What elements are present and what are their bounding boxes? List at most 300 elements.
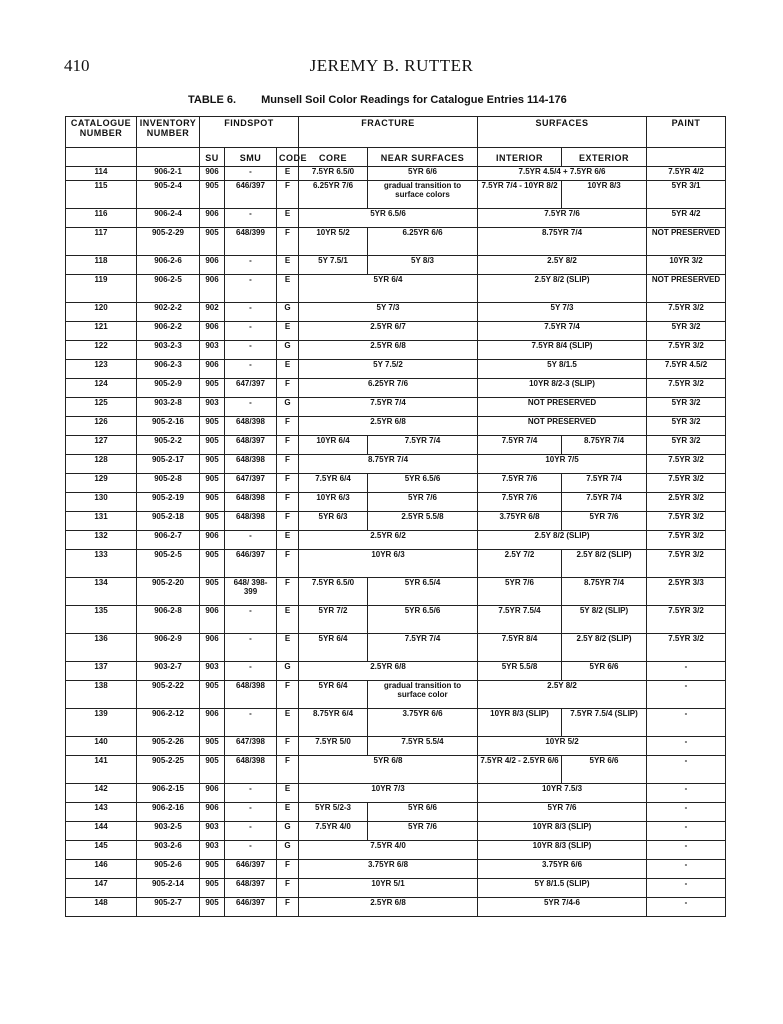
catalogue-number-cell: 130 xyxy=(66,493,137,512)
table-title: Munsell Soil Color Readings for Catalogue Entries 114-176 xyxy=(261,94,567,106)
table-row xyxy=(66,341,726,360)
table-row xyxy=(66,531,726,550)
code-cell: E xyxy=(277,531,299,550)
code-cell: F xyxy=(277,181,299,209)
core-cell: 7.5YR 4/0 xyxy=(299,822,368,841)
code-cell: F xyxy=(277,898,299,917)
su-cell: 905 xyxy=(200,737,225,756)
interior-cell: 7.5YR 7/6 xyxy=(478,474,562,493)
paint-cell: 7.5YR 3/2 xyxy=(647,341,726,360)
smu-cell: - xyxy=(225,662,277,681)
paint-cell: - xyxy=(647,737,726,756)
inventory-number-cell: 905-2-29 xyxy=(137,228,200,256)
su-cell: 906 xyxy=(200,275,225,303)
inventory-number-cell: 903-2-8 xyxy=(137,398,200,417)
code-cell: F xyxy=(277,681,299,709)
catalogue-number-cell: 142 xyxy=(66,784,137,803)
surfaces-cell: 5Y 7/3 xyxy=(478,303,647,322)
inventory-number-cell: 905-2-17 xyxy=(137,455,200,474)
catalogue-number-cell: 137 xyxy=(66,662,137,681)
inventory-number-cell: 903-2-3 xyxy=(137,341,200,360)
core-cell: 7.5YR 6.5/0 xyxy=(299,167,368,181)
near-surfaces-cell: 5YR 7/6 xyxy=(368,822,478,841)
header-core: CORE xyxy=(299,148,368,167)
smu-cell: 648/398 xyxy=(225,493,277,512)
near-surfaces-cell: gradual transition to surface color xyxy=(368,681,478,709)
table-row xyxy=(66,181,726,209)
smu-cell: 648/398 xyxy=(225,756,277,784)
code-cell: G xyxy=(277,398,299,417)
table-row xyxy=(66,493,726,512)
table-row xyxy=(66,256,726,275)
surfaces-cell: 7.5YR 4.5/4 + 7.5YR 6/6 xyxy=(478,167,647,181)
code-cell: G xyxy=(277,303,299,322)
smu-cell: 647/397 xyxy=(225,379,277,398)
su-cell: 905 xyxy=(200,550,225,578)
fracture-cell: 3.75YR 6/8 xyxy=(299,860,478,879)
paint-cell: 7.5YR 3/2 xyxy=(647,606,726,634)
su-cell: 905 xyxy=(200,455,225,474)
core-cell: 10YR 6/4 xyxy=(299,436,368,455)
catalogue-number-cell: 123 xyxy=(66,360,137,379)
catalogue-number-cell: 140 xyxy=(66,737,137,756)
table-row xyxy=(66,606,726,634)
near-surfaces-cell: 7.5YR 7/4 xyxy=(368,634,478,662)
su-cell: 905 xyxy=(200,756,225,784)
header-surfaces: SURFACES xyxy=(478,117,647,148)
inventory-number-cell: 905-2-20 xyxy=(137,578,200,606)
fracture-cell: 2.5YR 6/7 xyxy=(299,322,478,341)
near-surfaces-cell: 6.25YR 6/6 xyxy=(368,228,478,256)
su-cell: 905 xyxy=(200,181,225,209)
fracture-cell: 10YR 7/3 xyxy=(299,784,478,803)
table-row xyxy=(66,756,726,784)
paint-cell: - xyxy=(647,709,726,737)
surfaces-cell: 10YR 8/3 (SLIP) xyxy=(478,822,647,841)
su-cell: 906 xyxy=(200,784,225,803)
table-row xyxy=(66,512,726,531)
paint-cell: NOT PRESERVED xyxy=(647,228,726,256)
catalogue-number-cell: 127 xyxy=(66,436,137,455)
code-cell: F xyxy=(277,737,299,756)
interior-cell: 7.5YR 8/4 xyxy=(478,634,562,662)
smu-cell: - xyxy=(225,531,277,550)
smu-cell: 648/399 xyxy=(225,228,277,256)
su-cell: 905 xyxy=(200,898,225,917)
paint-cell: 5YR 3/2 xyxy=(647,322,726,341)
smu-cell: - xyxy=(225,398,277,417)
inventory-number-cell: 903-2-5 xyxy=(137,822,200,841)
exterior-cell: 5YR 7/6 xyxy=(562,512,647,531)
surfaces-cell: 2.5Y 8/2 xyxy=(478,681,647,709)
smu-cell: 648/398 xyxy=(225,417,277,436)
catalogue-number-cell: 124 xyxy=(66,379,137,398)
table-row xyxy=(66,822,726,841)
smu-cell: - xyxy=(225,360,277,379)
su-cell: 903 xyxy=(200,662,225,681)
code-cell: F xyxy=(277,756,299,784)
surfaces-cell: 10YR 7.5/3 xyxy=(478,784,647,803)
catalogue-number-cell: 131 xyxy=(66,512,137,531)
inventory-number-cell: 906-2-8 xyxy=(137,606,200,634)
su-cell: 906 xyxy=(200,634,225,662)
code-cell: E xyxy=(277,709,299,737)
table-label: TABLE 6. xyxy=(188,94,237,106)
inventory-number-cell: 905-2-25 xyxy=(137,756,200,784)
smu-cell: 646/397 xyxy=(225,898,277,917)
catalogue-number-cell: 116 xyxy=(66,209,137,228)
paint-cell: NOT PRESERVED xyxy=(647,275,726,303)
code-cell: F xyxy=(277,493,299,512)
su-cell: 905 xyxy=(200,879,225,898)
catalogue-number-cell: 125 xyxy=(66,398,137,417)
fracture-cell: 8.75YR 7/4 xyxy=(299,455,478,474)
inventory-number-cell: 905-2-22 xyxy=(137,681,200,709)
header-blank xyxy=(647,148,726,167)
exterior-cell: 7.5YR 7/4 xyxy=(562,493,647,512)
header-smu: SMU xyxy=(225,148,277,167)
inventory-number-cell: 906-2-7 xyxy=(137,531,200,550)
inventory-number-cell: 903-2-7 xyxy=(137,662,200,681)
fracture-cell: 5YR 6.5/6 xyxy=(299,209,478,228)
interior-cell: 7.5YR 7.5/4 xyxy=(478,606,562,634)
header-inventory-number: INVENTORY NUMBER xyxy=(137,117,200,148)
paint-cell: 7.5YR 3/2 xyxy=(647,634,726,662)
exterior-cell: 8.75YR 7/4 xyxy=(562,436,647,455)
header-su: SU xyxy=(200,148,225,167)
paint-cell: 2.5YR 3/2 xyxy=(647,493,726,512)
smu-cell: - xyxy=(225,322,277,341)
catalogue-number-cell: 147 xyxy=(66,879,137,898)
catalogue-number-cell: 135 xyxy=(66,606,137,634)
paint-cell: - xyxy=(647,898,726,917)
smu-cell: 646/397 xyxy=(225,860,277,879)
table-caption xyxy=(188,94,567,106)
table-row xyxy=(66,634,726,662)
table-row xyxy=(66,379,726,398)
table-row xyxy=(66,841,726,860)
code-cell: E xyxy=(277,209,299,228)
code-cell: E xyxy=(277,634,299,662)
smu-cell: - xyxy=(225,341,277,360)
inventory-number-cell: 905-2-19 xyxy=(137,493,200,512)
interior-cell: 7.5YR 7/4 xyxy=(478,436,562,455)
code-cell: E xyxy=(277,360,299,379)
exterior-cell: 5YR 6/6 xyxy=(562,756,647,784)
su-cell: 906 xyxy=(200,322,225,341)
catalogue-number-cell: 144 xyxy=(66,822,137,841)
code-cell: E xyxy=(277,803,299,822)
paint-cell: 7.5YR 4/2 xyxy=(647,167,726,181)
code-cell: F xyxy=(277,228,299,256)
su-cell: 906 xyxy=(200,167,225,181)
interior-cell: 7.5YR 7/6 xyxy=(478,493,562,512)
core-cell: 7.5YR 5/0 xyxy=(299,737,368,756)
inventory-number-cell: 906-2-5 xyxy=(137,275,200,303)
paint-cell: - xyxy=(647,784,726,803)
smu-cell: 646/397 xyxy=(225,550,277,578)
code-cell: G xyxy=(277,841,299,860)
code-cell: G xyxy=(277,822,299,841)
fracture-cell: 2.5YR 6/8 xyxy=(299,417,478,436)
paint-cell: 5YR 4/2 xyxy=(647,209,726,228)
surfaces-cell: 2.5Y 8/2 xyxy=(478,256,647,275)
smu-cell: - xyxy=(225,784,277,803)
exterior-cell: 10YR 8/3 xyxy=(562,181,647,209)
code-cell: F xyxy=(277,860,299,879)
paint-cell: 7.5YR 3/2 xyxy=(647,303,726,322)
catalogue-number-cell: 141 xyxy=(66,756,137,784)
su-cell: 905 xyxy=(200,228,225,256)
table-row xyxy=(66,228,726,256)
paint-cell: 7.5YR 3/2 xyxy=(647,512,726,531)
inventory-number-cell: 905-2-16 xyxy=(137,417,200,436)
code-cell: E xyxy=(277,606,299,634)
smu-cell: 647/397 xyxy=(225,474,277,493)
core-cell: 5YR 6/3 xyxy=(299,512,368,531)
fracture-cell: 10YR 5/1 xyxy=(299,879,478,898)
paint-cell: - xyxy=(647,662,726,681)
paint-cell: 5YR 3/1 xyxy=(647,181,726,209)
fracture-cell: 5YR 6/8 xyxy=(299,756,478,784)
smu-cell: - xyxy=(225,167,277,181)
paint-cell: - xyxy=(647,879,726,898)
code-cell: E xyxy=(277,784,299,803)
core-cell: 10YR 6/3 xyxy=(299,493,368,512)
exterior-cell: 5YR 6/6 xyxy=(562,662,647,681)
code-cell: F xyxy=(277,436,299,455)
fracture-cell: 2.5YR 6/8 xyxy=(299,341,478,360)
fracture-cell: 2.5YR 6/8 xyxy=(299,898,478,917)
exterior-cell: 2.5Y 8/2 (SLIP) xyxy=(562,634,647,662)
inventory-number-cell: 905-2-4 xyxy=(137,181,200,209)
table-row xyxy=(66,550,726,578)
header-paint: PAINT xyxy=(647,117,726,148)
table-row xyxy=(66,455,726,474)
core-cell: 10YR 5/2 xyxy=(299,228,368,256)
smu-cell: 648/ 398-399 xyxy=(225,578,277,606)
smu-cell: 647/398 xyxy=(225,737,277,756)
table-row xyxy=(66,167,726,181)
catalogue-number-cell: 138 xyxy=(66,681,137,709)
catalogue-number-cell: 146 xyxy=(66,860,137,879)
paint-cell: - xyxy=(647,841,726,860)
surfaces-cell: 5Y 8/1.5 xyxy=(478,360,647,379)
page-header xyxy=(0,56,783,78)
inventory-number-cell: 905-2-9 xyxy=(137,379,200,398)
paint-cell: 7.5YR 4.5/2 xyxy=(647,360,726,379)
fracture-cell: 7.5YR 7/4 xyxy=(299,398,478,417)
interior-cell: 10YR 8/3 (SLIP) xyxy=(478,709,562,737)
su-cell: 906 xyxy=(200,531,225,550)
interior-cell: 3.75YR 6/8 xyxy=(478,512,562,531)
su-cell: 905 xyxy=(200,681,225,709)
code-cell: F xyxy=(277,512,299,531)
su-cell: 906 xyxy=(200,606,225,634)
munsell-table xyxy=(65,116,726,917)
fracture-cell: 2.5YR 6/8 xyxy=(299,662,478,681)
inventory-number-cell: 905-2-7 xyxy=(137,898,200,917)
inventory-number-cell: 906-2-9 xyxy=(137,634,200,662)
core-cell: 5YR 6/4 xyxy=(299,634,368,662)
table-row xyxy=(66,474,726,493)
header-fracture: FRACTURE xyxy=(299,117,478,148)
smu-cell: - xyxy=(225,709,277,737)
catalogue-number-cell: 122 xyxy=(66,341,137,360)
interior-cell: 5YR 7/6 xyxy=(478,578,562,606)
surfaces-cell: 2.5Y 8/2 (SLIP) xyxy=(478,275,647,303)
catalogue-number-cell: 129 xyxy=(66,474,137,493)
su-cell: 905 xyxy=(200,474,225,493)
table-row xyxy=(66,578,726,606)
exterior-cell: 5Y 8/2 (SLIP) xyxy=(562,606,647,634)
smu-cell: - xyxy=(225,634,277,662)
catalogue-number-cell: 134 xyxy=(66,578,137,606)
smu-cell: - xyxy=(225,841,277,860)
inventory-number-cell: 906-2-16 xyxy=(137,803,200,822)
smu-cell: 648/397 xyxy=(225,879,277,898)
surfaces-cell: 2.5Y 8/2 (SLIP) xyxy=(478,531,647,550)
paint-cell: - xyxy=(647,756,726,784)
paint-cell: 7.5YR 3/2 xyxy=(647,550,726,578)
fracture-cell: 10YR 6/3 xyxy=(299,550,478,578)
table-row xyxy=(66,275,726,303)
smu-cell: - xyxy=(225,256,277,275)
su-cell: 905 xyxy=(200,379,225,398)
smu-cell: 648/398 xyxy=(225,455,277,474)
header-interior: INTERIOR xyxy=(478,148,562,167)
running-head: JEREMY B. RUTTER xyxy=(309,56,474,75)
catalogue-number-cell: 120 xyxy=(66,303,137,322)
table-row xyxy=(66,209,726,228)
su-cell: 903 xyxy=(200,822,225,841)
inventory-number-cell: 906-2-4 xyxy=(137,209,200,228)
near-surfaces-cell: 5YR 6/6 xyxy=(368,167,478,181)
inventory-number-cell: 905-2-14 xyxy=(137,879,200,898)
surfaces-cell: 3.75YR 6/6 xyxy=(478,860,647,879)
su-cell: 905 xyxy=(200,578,225,606)
catalogue-number-cell: 145 xyxy=(66,841,137,860)
su-cell: 905 xyxy=(200,493,225,512)
su-cell: 906 xyxy=(200,360,225,379)
paint-cell: 5YR 3/2 xyxy=(647,436,726,455)
header-findspot: FINDSPOT xyxy=(200,117,299,148)
paint-cell: - xyxy=(647,860,726,879)
interior-cell: 7.5YR 4/2 - 2.5YR 6/6 xyxy=(478,756,562,784)
catalogue-number-cell: 121 xyxy=(66,322,137,341)
fracture-cell: 5Y 7.5/2 xyxy=(299,360,478,379)
core-cell: 8.75YR 6/4 xyxy=(299,709,368,737)
code-cell: E xyxy=(277,275,299,303)
catalogue-number-cell: 148 xyxy=(66,898,137,917)
surfaces-cell: 7.5YR 8/4 (SLIP) xyxy=(478,341,647,360)
catalogue-number-cell: 128 xyxy=(66,455,137,474)
su-cell: 905 xyxy=(200,417,225,436)
table-body xyxy=(66,167,726,917)
table-row xyxy=(66,398,726,417)
surfaces-cell: 10YR 8/2-3 (SLIP) xyxy=(478,379,647,398)
paint-cell: 5YR 3/2 xyxy=(647,398,726,417)
near-surfaces-cell: gradual transition to surface colors xyxy=(368,181,478,209)
paint-cell: 7.5YR 3/2 xyxy=(647,379,726,398)
inventory-number-cell: 906-2-3 xyxy=(137,360,200,379)
inventory-number-cell: 906-2-2 xyxy=(137,322,200,341)
inventory-number-cell: 905-2-6 xyxy=(137,860,200,879)
code-cell: E xyxy=(277,167,299,181)
inventory-number-cell: 905-2-8 xyxy=(137,474,200,493)
core-cell: 5YR 6/4 xyxy=(299,681,368,709)
surfaces-cell: 5Y 8/1.5 (SLIP) xyxy=(478,879,647,898)
surfaces-cell: 7.5YR 7/6 xyxy=(478,209,647,228)
catalogue-number-cell: 119 xyxy=(66,275,137,303)
core-cell: 5YR 7/2 xyxy=(299,606,368,634)
near-surfaces-cell: 5YR 6.5/6 xyxy=(368,606,478,634)
inventory-number-cell: 905-2-18 xyxy=(137,512,200,531)
table-row xyxy=(66,879,726,898)
smu-cell: - xyxy=(225,209,277,228)
catalogue-number-cell: 139 xyxy=(66,709,137,737)
near-surfaces-cell: 2.5YR 5.5/8 xyxy=(368,512,478,531)
header-exterior: EXTERIOR xyxy=(562,148,647,167)
header-blank xyxy=(137,148,200,167)
catalogue-number-cell: 118 xyxy=(66,256,137,275)
inventory-number-cell: 906-2-12 xyxy=(137,709,200,737)
code-cell: F xyxy=(277,474,299,493)
table-row xyxy=(66,360,726,379)
inventory-number-cell: 903-2-6 xyxy=(137,841,200,860)
su-cell: 903 xyxy=(200,841,225,860)
smu-cell: 646/397 xyxy=(225,181,277,209)
exterior-cell: 2.5Y 8/2 (SLIP) xyxy=(562,550,647,578)
catalogue-number-cell: 143 xyxy=(66,803,137,822)
code-cell: F xyxy=(277,455,299,474)
table-row xyxy=(66,417,726,436)
code-cell: E xyxy=(277,256,299,275)
inventory-number-cell: 905-2-2 xyxy=(137,436,200,455)
smu-cell: 648/398 xyxy=(225,681,277,709)
header-code: CODE xyxy=(277,148,299,167)
surfaces-cell: 8.75YR 7/4 xyxy=(478,228,647,256)
table-row xyxy=(66,860,726,879)
smu-cell: - xyxy=(225,822,277,841)
paint-cell: 7.5YR 3/2 xyxy=(647,474,726,493)
core-cell: 5Y 7.5/1 xyxy=(299,256,368,275)
table-row xyxy=(66,681,726,709)
code-cell: F xyxy=(277,379,299,398)
code-cell: F xyxy=(277,879,299,898)
smu-cell: - xyxy=(225,303,277,322)
smu-cell: 648/397 xyxy=(225,436,277,455)
near-surfaces-cell: 5YR 6.5/6 xyxy=(368,474,478,493)
paint-cell: 7.5YR 3/2 xyxy=(647,531,726,550)
header-blank xyxy=(66,148,137,167)
exterior-cell: 7.5YR 7/4 xyxy=(562,474,647,493)
core-cell: 5YR 5/2-3 xyxy=(299,803,368,822)
code-cell: G xyxy=(277,662,299,681)
surfaces-cell: 7.5YR 7/4 xyxy=(478,322,647,341)
paint-cell: - xyxy=(647,803,726,822)
header-catalogue-number: CATALOGUE NUMBER xyxy=(66,117,137,148)
su-cell: 905 xyxy=(200,860,225,879)
interior-cell: 5YR 5.5/8 xyxy=(478,662,562,681)
core-cell: 6.25YR 7/6 xyxy=(299,181,368,209)
surfaces-cell: 10YR 5/2 xyxy=(478,737,647,756)
interior-cell: 2.5Y 7/2 xyxy=(478,550,562,578)
inventory-number-cell: 906-2-6 xyxy=(137,256,200,275)
su-cell: 903 xyxy=(200,341,225,360)
code-cell: F xyxy=(277,578,299,606)
code-cell: F xyxy=(277,417,299,436)
